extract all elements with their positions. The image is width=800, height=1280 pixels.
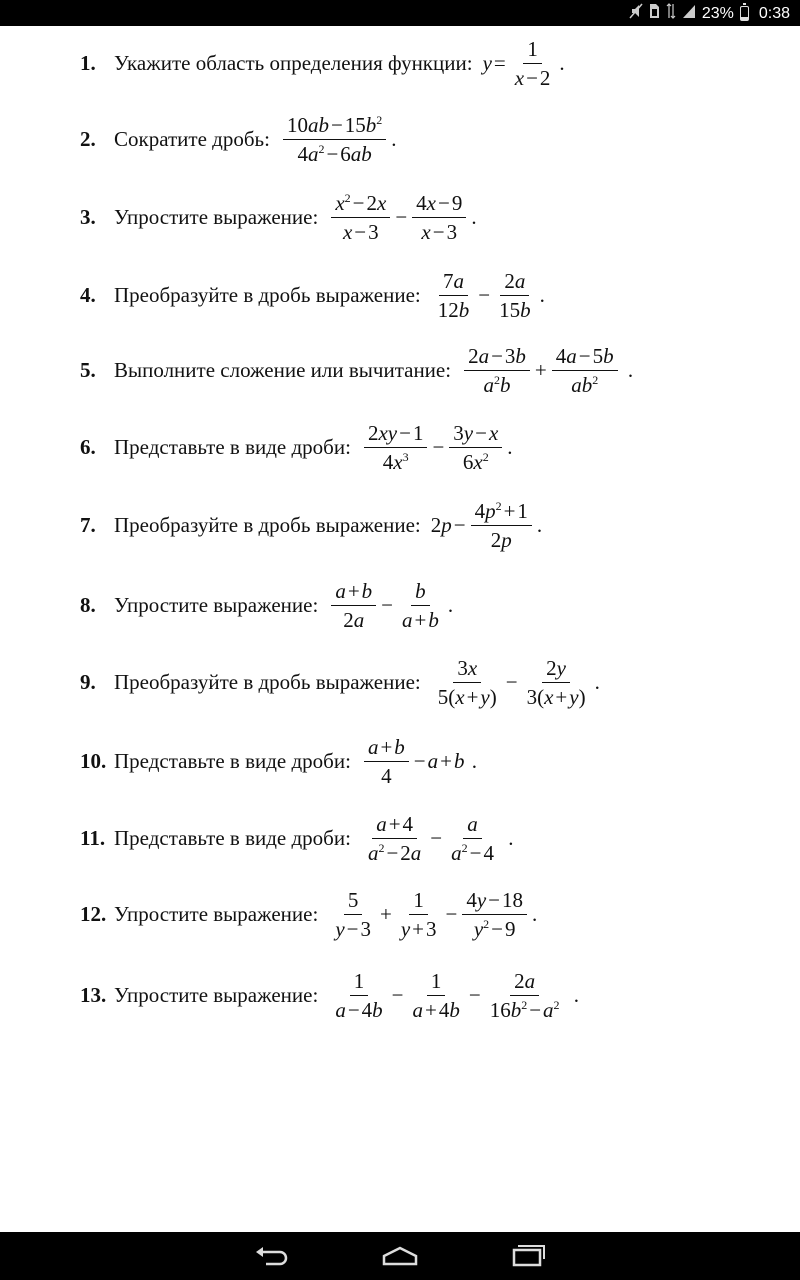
problem-number: 11. [80,826,106,850]
problem-formula: y = $\frac{1}{x-2}$ . [482,37,565,90]
problem-formula: $\frac{a+4}{a^2-2a}$ − $\frac{a}{a^2-4}$ . [367,812,514,865]
problem-number: 7. [80,513,96,537]
back-icon[interactable] [252,1242,292,1270]
problem-number: 3. [80,205,96,229]
sim-icon [649,3,660,24]
problem-text: Преобразуйте в дробь выражение: [114,283,421,307]
battery-percent: 23% [701,4,734,22]
problem-12 [80,889,539,940]
problem-text: Представьте в виде дроби: [114,435,351,459]
document-page [0,26,800,1232]
status-bar [0,0,800,26]
problem-6 [80,422,515,473]
problem-number: 10. [80,749,107,773]
problem-text: Упростите выражение: [114,902,319,926]
clock: 0:38 [758,4,790,22]
problem-formula: 2 p − $\frac{4p^2+1}{2p}$ . [430,499,543,552]
signal-icon [682,3,696,24]
problem-4 [80,270,547,321]
problem-number: 5. [80,358,96,382]
problem-5 [80,345,635,396]
problem-text: Укажите область определения функции: [114,51,473,75]
problem-formula: $\frac{5}{y-3}$ + $\frac{1}{y+3}$ − $\frac{4y-18}{y^2-9}$ . [335,888,538,941]
problem-number: 13. [80,983,107,1007]
problem-formula: $\frac{10ab-15b^2}{4a^2-6ab}$ . [280,114,399,165]
problem-number: 6. [80,435,96,459]
problem-2 [80,114,399,165]
problem-text: Преобразуйте в дробь выражение: [114,670,421,694]
battery-icon [740,6,749,21]
problem-10 [80,736,479,787]
problem-text: Выполните сложение или вычитание: [114,358,452,382]
problem-3 [80,192,479,243]
problem-formula: $\frac{1}{a-4b}$ − $\frac{1}{a+4b}$ − $\frac{2a}{16b^2-a^2}$ . [335,969,580,1022]
problem-text: Представьте в виде дроби: [114,826,351,850]
problem-text: Сократите дробь: [114,127,270,151]
problem-formula: $\frac{3x}{5(x+y)}$ − $\frac{2y}{3(x+y)}$ . [437,656,600,709]
problem-formula: $\frac{a+b}{2a}$ − $\frac{b}{a+b}$ . [328,580,455,631]
problem-number: 4. [80,283,96,307]
mute-icon [629,3,643,24]
problem-number: 9. [80,670,96,694]
problem-number: 12. [80,902,107,926]
problem-9 [80,657,602,708]
problem-formula: $\frac{x^2-2x}{x-3}$ − $\frac{4x-9}{x-3}$ . [328,192,478,243]
problem-text: Упростите выражение: [114,205,319,229]
problem-text: Упростите выражение: [114,983,319,1007]
problem-formula: $\frac{7a}{12b}$ − $\frac{2a}{15b}$ . [437,269,545,322]
problem-text: Преобразуйте в дробь выражение: [114,513,421,537]
data-arrows-icon [666,3,676,24]
navigation-bar [0,1232,800,1280]
problem-formula: $\frac{a+b}{4}$ − a + b . [361,736,479,787]
problem-text: Упростите выражение: [114,593,319,617]
home-icon[interactable] [380,1242,420,1270]
problem-text: Представьте в виде дроби: [114,749,351,773]
problem-8 [80,580,455,631]
problem-7 [80,500,544,551]
problem-number: 8. [80,593,96,617]
problem-formula: $\frac{2xy-1}{4x^3}$ − $\frac{3y-x}{6x^2}$ . [361,422,515,473]
problem-number: 1. [80,51,96,75]
problem-1 [80,38,567,89]
problem-number: 2. [80,127,96,151]
problem-13 [80,970,581,1021]
problem-11 [80,813,515,864]
recent-apps-icon[interactable] [508,1242,548,1270]
problem-formula: $\frac{2a-3b}{a^2b}$ + $\frac{4a-5b}{ab^2}$ . [461,345,635,396]
